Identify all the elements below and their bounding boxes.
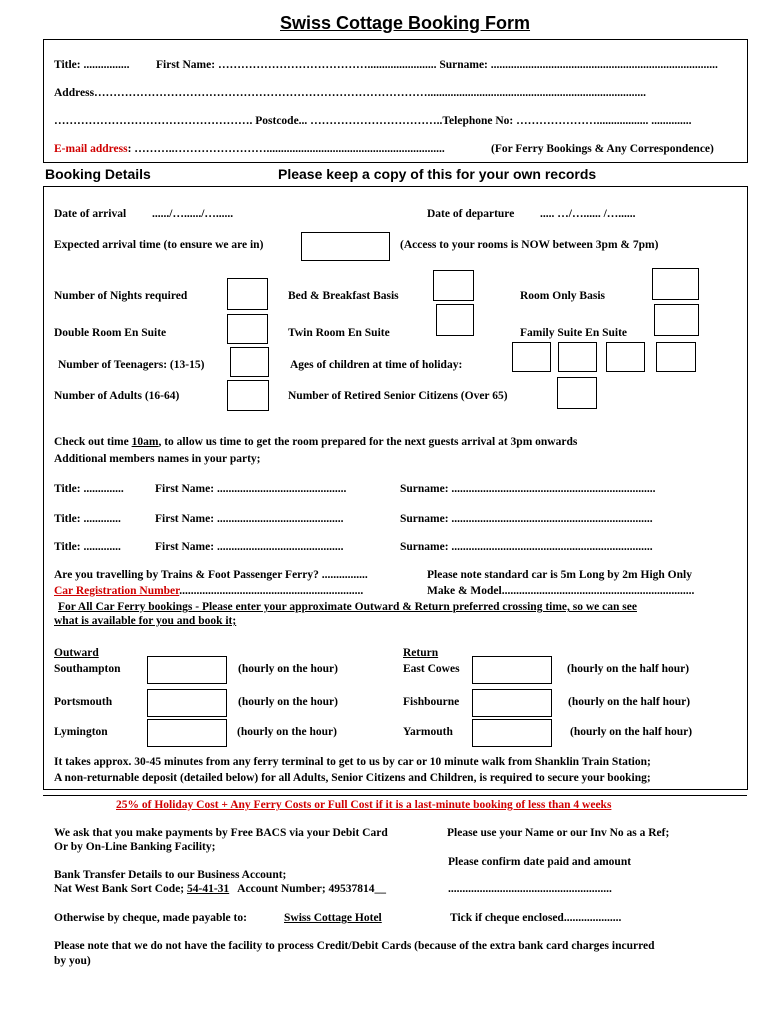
- family-label: Family Suite En Suite: [520, 327, 628, 339]
- travel-question[interactable]: Are you travelling by Trains & Foot Passenger Ferry? ................: [54, 569, 368, 581]
- bacs-line-1: We ask that you make payments by Free BACS via your Debit Card: [54, 827, 388, 839]
- arrival-time-label: Expected arrival time (to ensure we are in): [54, 239, 264, 251]
- southampton-frequency: (hourly on the hour): [238, 663, 338, 675]
- portsmouth-label: Portsmouth: [54, 696, 113, 708]
- title-field[interactable]: Title: ................: [54, 59, 130, 71]
- car-registration-dots: ................................................................: [179, 585, 364, 597]
- departure-date-label: Date of departure: [427, 208, 515, 220]
- checkout-time: 10am: [131, 436, 159, 448]
- adults-box[interactable]: [227, 380, 269, 411]
- room-only-box[interactable]: [652, 268, 699, 300]
- portsmouth-time-box[interactable]: [147, 689, 227, 717]
- ferry-instructions-line-1: For All Car Ferry bookings - Please enter your approximate Outward & Return preferred crossing time, so we can see: [58, 601, 637, 613]
- east-cowes-frequency: (hourly on the half hour): [567, 663, 690, 675]
- bb-label: Bed & Breakfast Basis: [288, 290, 399, 302]
- southampton-label: Southampton: [54, 663, 121, 675]
- fishbourne-frequency: (hourly on the half hour): [568, 696, 691, 708]
- address-line-2[interactable]: ……………………………………………. Postcode... ……………………………..Telephone No: ………………….................. ..............: [54, 115, 692, 127]
- ferry-instructions-line-2: what is available for you and book it;: [54, 615, 237, 627]
- yarmouth-label: Yarmouth: [403, 726, 453, 738]
- lymington-frequency: (hourly on the hour): [237, 726, 337, 738]
- bank-account-details: [54, 883, 386, 895]
- checkout-pre: Check out time: [54, 436, 132, 448]
- deposit-rule: 25% of Holiday Cost + Any Ferry Costs or Full Cost if it is a last-minute booking of less than 4 weeks: [116, 799, 612, 811]
- southampton-time-box[interactable]: [147, 656, 227, 684]
- yarmouth-frequency: (hourly on the half hour): [570, 726, 693, 738]
- fishbourne-time-box[interactable]: [472, 689, 552, 717]
- double-box[interactable]: [227, 314, 268, 344]
- email-label: E-mail address: [54, 143, 128, 155]
- car-registration-field[interactable]: [54, 585, 363, 597]
- lymington-time-box[interactable]: [147, 719, 227, 747]
- page-title: Swiss Cottage Booking Form: [280, 13, 531, 33]
- sort-code: 54-41-31: [187, 883, 230, 895]
- sort-code-label: Nat West Bank Sort Code;: [54, 883, 188, 895]
- payment-reference-note: Please use your Name or our Inv No as a Ref;: [447, 827, 670, 839]
- child-age-box-1[interactable]: [512, 342, 551, 372]
- member-2-title[interactable]: Title: .............: [54, 513, 121, 525]
- make-model-field[interactable]: Make & Model...................................................................: [427, 585, 695, 597]
- nights-label: Number of Nights required: [54, 290, 188, 302]
- address-line-1[interactable]: Address……………………………………………………………………………............................................................................: [54, 87, 647, 99]
- teenagers-label: Number of Teenagers: (13-15): [58, 359, 205, 371]
- member-3-surname[interactable]: Surname: ......................................................................: [400, 541, 653, 553]
- member-3-title[interactable]: Title: .............: [54, 541, 121, 553]
- children-ages-label: Ages of children at time of holiday:: [290, 359, 463, 371]
- child-age-box-4[interactable]: [656, 342, 696, 372]
- email-note: (For Ferry Bookings & Any Correspondence): [491, 143, 714, 155]
- confirm-payment-note: Please confirm date paid and amount: [448, 856, 632, 868]
- travel-time-note: It takes approx. 30-45 minutes from any ferry terminal to get to us by car or 10 minute walk from Shanklin Train Station;: [54, 756, 651, 768]
- bb-box[interactable]: [433, 270, 474, 301]
- account-number: Account Number; 49537814: [229, 883, 375, 895]
- bacs-line-2: Or by On-Line Banking Facility;: [54, 841, 216, 853]
- return-heading: Return: [403, 647, 439, 659]
- member-1-first-name[interactable]: First Name: .............................................: [155, 483, 347, 495]
- room-only-label: Room Only Basis: [520, 290, 605, 302]
- yarmouth-time-box[interactable]: [472, 719, 552, 747]
- arrival-date-label: Date of arrival: [54, 208, 127, 220]
- seniors-label: Number of Retired Senior Citizens (Over 65): [288, 390, 508, 402]
- deposit-note: A non-returnable deposit (detailed below) for all Adults, Senior Citizens and Children, is required to secure your booking;: [54, 772, 651, 784]
- child-age-box-3[interactable]: [606, 342, 645, 372]
- account-underscore: __: [374, 883, 387, 895]
- cheque-payee: Swiss Cottage Hotel: [284, 912, 382, 924]
- car-size-note: Please note standard car is 5m Long by 2m High Only: [427, 569, 692, 581]
- booking-details-heading: Booking Details: [45, 166, 151, 182]
- departure-date-field[interactable]: ..... …/…...... /…......: [540, 208, 636, 220]
- checkout-time-note: [54, 436, 577, 448]
- child-age-box-2[interactable]: [558, 342, 597, 372]
- twin-label: Twin Room En Suite: [288, 327, 390, 339]
- email-dots: : ………..……………………..............................................................: [127, 143, 445, 155]
- confirm-payment-field[interactable]: .........................................................: [448, 883, 612, 895]
- member-2-first-name[interactable]: First Name: ............................................: [155, 513, 344, 525]
- arrival-time-box[interactable]: [301, 232, 390, 261]
- portsmouth-frequency: (hourly on the hour): [238, 696, 338, 708]
- bank-transfer-heading: Bank Transfer Details to our Business Account;: [54, 869, 287, 881]
- cheque-label: Otherwise by cheque, made payable to:: [54, 912, 247, 924]
- seniors-box[interactable]: [557, 377, 597, 409]
- member-3-first-name[interactable]: First Name: ............................................: [155, 541, 344, 553]
- arrival-date-field[interactable]: ....../…....../…......: [152, 208, 234, 220]
- checkout-post: , to allow us time to get the room prepared for the next guests arrival at 3pm onwards: [158, 436, 578, 448]
- member-2-surname[interactable]: Surname: ......................................................................: [400, 513, 653, 525]
- cards-note-line-2: by you): [54, 955, 91, 967]
- twin-box[interactable]: [436, 304, 474, 336]
- fishbourne-label: Fishbourne: [403, 696, 460, 708]
- car-registration-label: Car Registration Number: [54, 585, 180, 597]
- family-box[interactable]: [654, 304, 699, 336]
- member-1-title[interactable]: Title: ..............: [54, 483, 124, 495]
- double-label: Double Room En Suite: [54, 327, 167, 339]
- member-1-surname[interactable]: Surname: .......................................................................: [400, 483, 656, 495]
- cards-note-line-1: Please note that we do not have the facility to process Credit/Debit Cards (because of the extra bank card charges incurred: [54, 940, 655, 952]
- east-cowes-label: East Cowes: [403, 663, 460, 675]
- teenagers-box[interactable]: [230, 347, 269, 377]
- east-cowes-time-box[interactable]: [472, 656, 552, 684]
- payment-divider: [43, 795, 747, 796]
- nights-box[interactable]: [227, 278, 268, 310]
- additional-members-label: Additional members names in your party;: [54, 453, 261, 465]
- arrival-time-note: (Access to your rooms is NOW between 3pm & 7pm): [400, 239, 659, 251]
- outward-heading: Outward: [54, 647, 99, 659]
- keep-copy-notice: Please keep a copy of this for your own records: [278, 166, 597, 182]
- cheque-enclosed-field[interactable]: Tick if cheque enclosed....................: [450, 912, 622, 924]
- name-field[interactable]: First Name: …………………………………........................ Surname: ...............................................................................: [156, 59, 718, 71]
- lymington-label: Lymington: [54, 726, 108, 738]
- email-field[interactable]: [54, 143, 445, 155]
- adults-label: Number of Adults (16-64): [54, 390, 180, 402]
